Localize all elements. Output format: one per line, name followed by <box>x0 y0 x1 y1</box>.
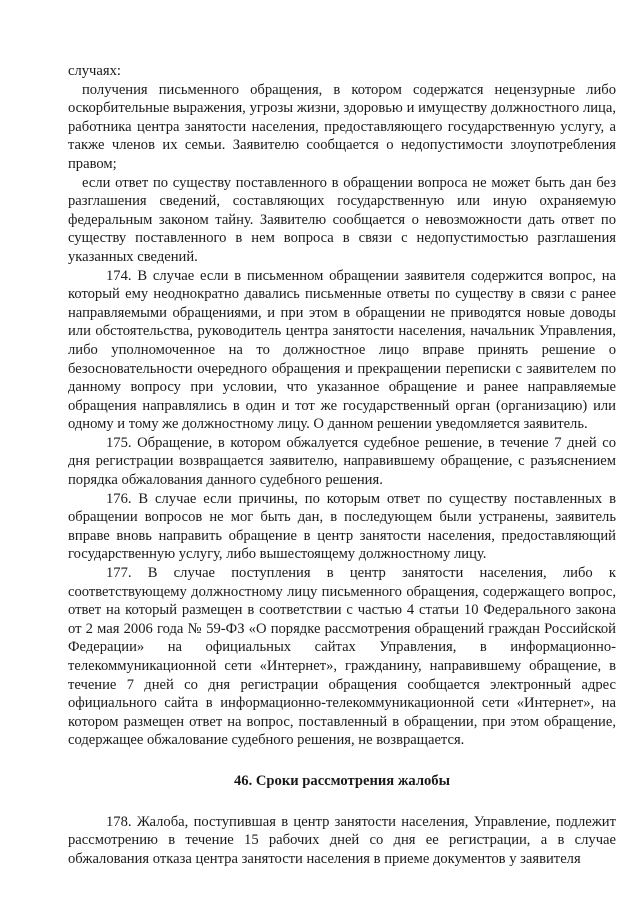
paragraph-176: 176. В случае если причины, по которым ответ по существу поставленных в обращении вопросов не мог быть дан, в последующем были устранены, заявитель вправе вновь направить обращение в центр занятости населения, предоставляющий государственную услугу, либо вышестоящему должностному лицу. <box>68 490 616 563</box>
paragraph-177: 177. В случае поступления в центр занятости населения, либо к соответствующему должностному лицу письменного обращения, содержащего вопрос, ответ на который размещен в соответствии с частью 4 статьи 10 Федерального закона от 2 мая 2006 года № 59-ФЗ «О порядке рассмотрения обращений граждан Российской Федерации» на официальных сайтах Управления, в информационно-телекоммуникационной сети «Интернет», гражданину, направившему обращение, в течение 7 дней со дня регистрации обращения сообщается электронный адрес официального сайта в информационно-телекоммуникационной сети «Интернет», на котором размещен ответ на вопрос, поставленный в обращении, при этом обращение, содержащее обжалование судебного решения, не возвращается. <box>68 565 616 749</box>
paragraph-obscene-appeal: получения письменного обращения, в котором содержатся нецензурные либо оскорбительные выражения, угрозы жизни, здоровью и имуществу должностного лица, работника центра занятости населения, предоставляющего государственную услугу, а также членов их семьи. Заявителю сообщается о недопустимости злоупотребления правом; <box>68 81 616 172</box>
text-line: случаях: <box>68 63 121 79</box>
paragraph-state-secret: если ответ по существу поставленного в обращении вопроса не может быть дан без разглашения сведений, составляющих государственную или иную охраняемую федеральным законом тайну. Заявителю сообщается о невозможности дать ответ по существу поставленного в нем вопроса в связи с недопустимостью разглашения указанных сведений. <box>68 174 616 265</box>
document-page <box>68 62 616 868</box>
section-heading: 46. Сроки рассмотрения жалобы <box>233 772 450 789</box>
paragraph-178: 178. Жалоба, поступившая в центр занятости населения, Управление, подлежит рассмотрению в течение 15 рабочих дней со дня ее регистрации, а в случае обжалования отказа центра занятости населения в приеме документов у заявителя <box>68 813 616 867</box>
paragraph-174: 174. В случае если в письменном обращении заявителя содержится вопрос, на который ему неоднократно давались письменные ответы по существу в связи с ранее направляемыми обращениями, и при этом в обращении не приводятся новые доводы или обстоятельства, руководитель центра занятости населения, начальник Управления, либо уполномоченное на то должностное лицо вправе принять решение о безосновательности очередного обращения и прекращении переписки с заявителем по данному вопросу при условии, что указанное обращение и ранее направляемые обращения направлялись в один и тот же государственный орган (организацию) или одному и тому же должностному лицу. О данном решении уведомляется заявитель. <box>68 267 616 433</box>
paragraph-175: 175. Обращение, в котором обжалуется судебное решение, в течение 7 дней со дня регистрации возвращается заявителю, направившему обращение, с разъяснением порядка обжалования данного судебного решения. <box>68 434 616 489</box>
